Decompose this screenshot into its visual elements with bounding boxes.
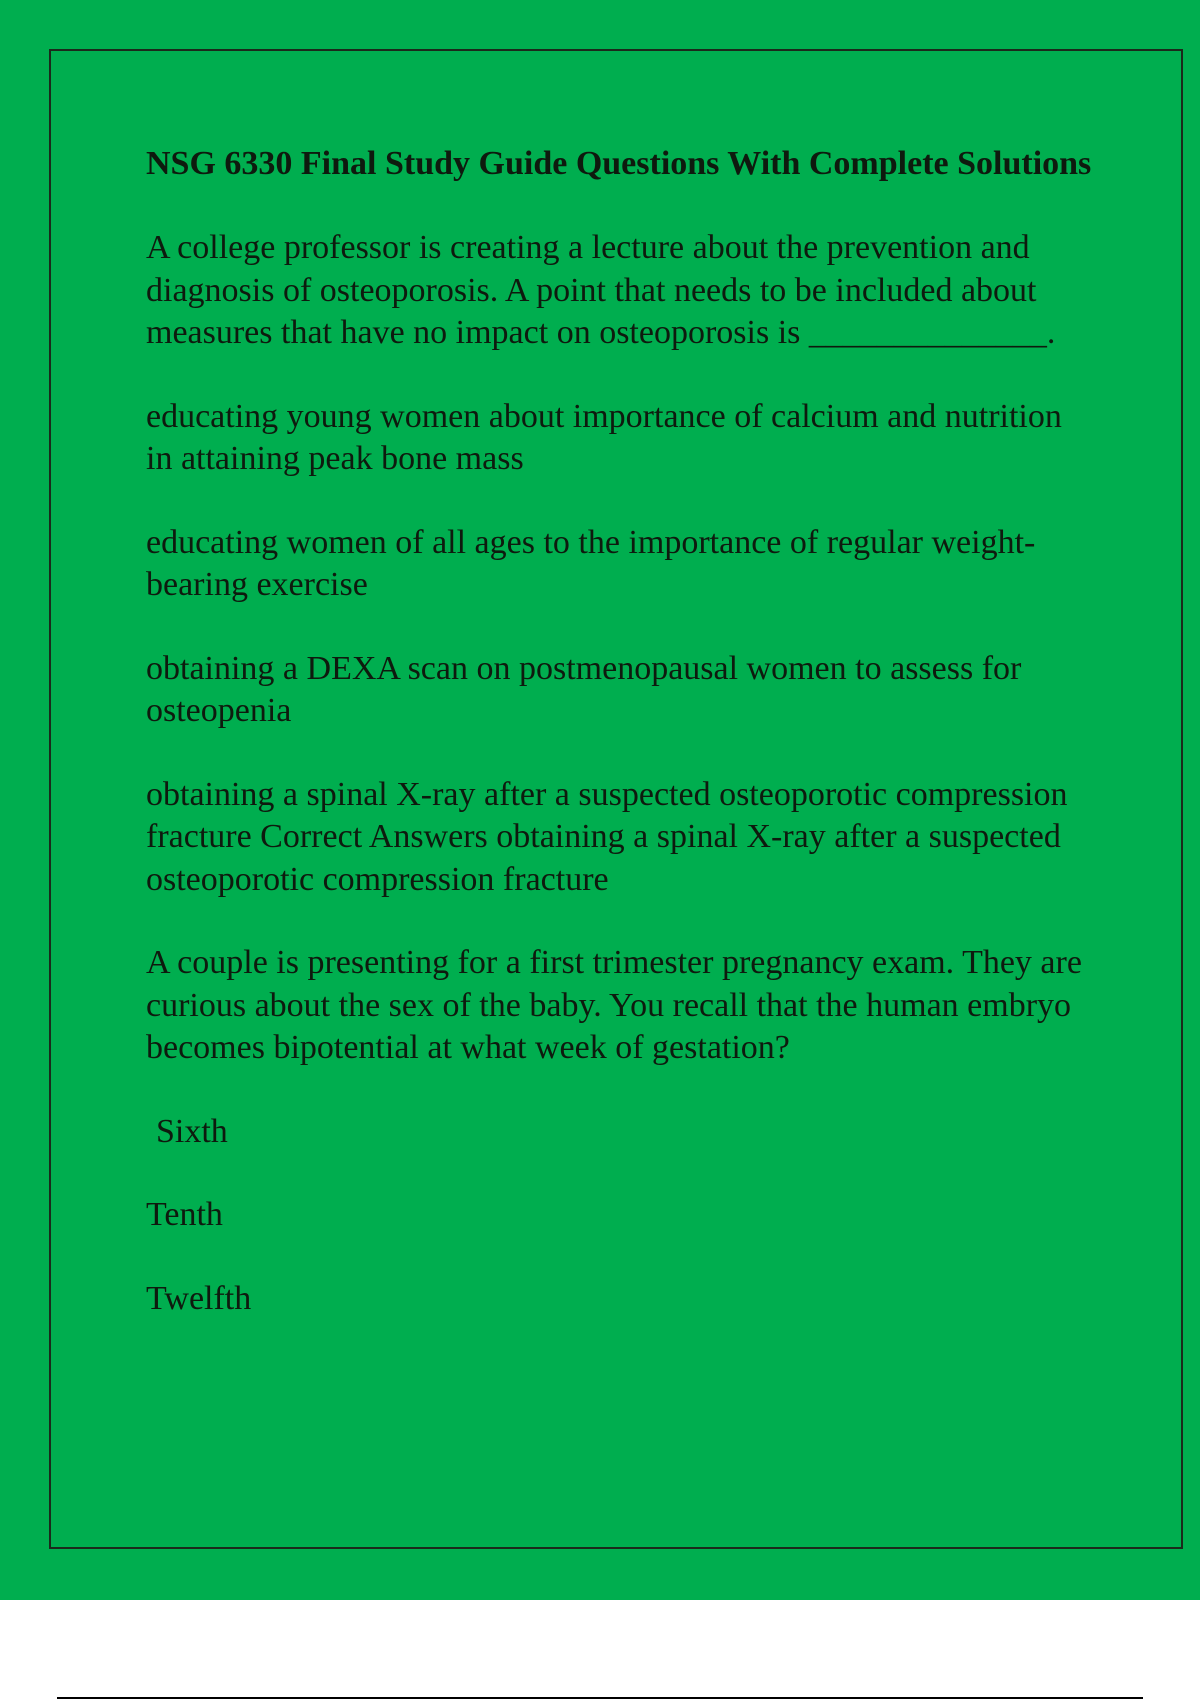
option-spinal-xray-answer: obtaining a spinal X-ray after a suspected osteoporotic compression fracture Correct Answers obtaining a spinal X-ray after a suspected osteoporotic compression fracture [146, 775, 1068, 898]
option-twelfth: Twelfth [146, 1279, 252, 1317]
document-title: NSG 6330 Final Study Guide Questions With Complete Solutions [146, 145, 1092, 182]
option-sixth: Sixth [156, 1112, 228, 1150]
footer-divider [57, 1697, 1143, 1699]
option-weight-bearing-exercise: educating women of all ages to the importance of regular weight-bearing exercise [146, 523, 1036, 603]
option-dexa-scan: obtaining a DEXA scan on postmenopausal women to assess for osteopenia [146, 649, 1022, 729]
option-calcium-nutrition: educating young women about importance of calcium and nutrition in attaining peak bone mass [146, 397, 1062, 477]
question-bipotential-embryo: A couple is presenting for a first trimester pregnancy exam. They are curious about the sex of the baby. You recall that the human embryo becomes bipotential at what week of gestation? [146, 944, 1082, 1066]
document-content [146, 143, 1096, 1361]
option-tenth: Tenth [146, 1196, 223, 1233]
question-osteoporosis: A college professor is creating a lecture about the prevention and diagnosis of osteoporosis. A point that needs to be included about measures that have no impact on osteoporosis is ______________. [146, 229, 1056, 351]
